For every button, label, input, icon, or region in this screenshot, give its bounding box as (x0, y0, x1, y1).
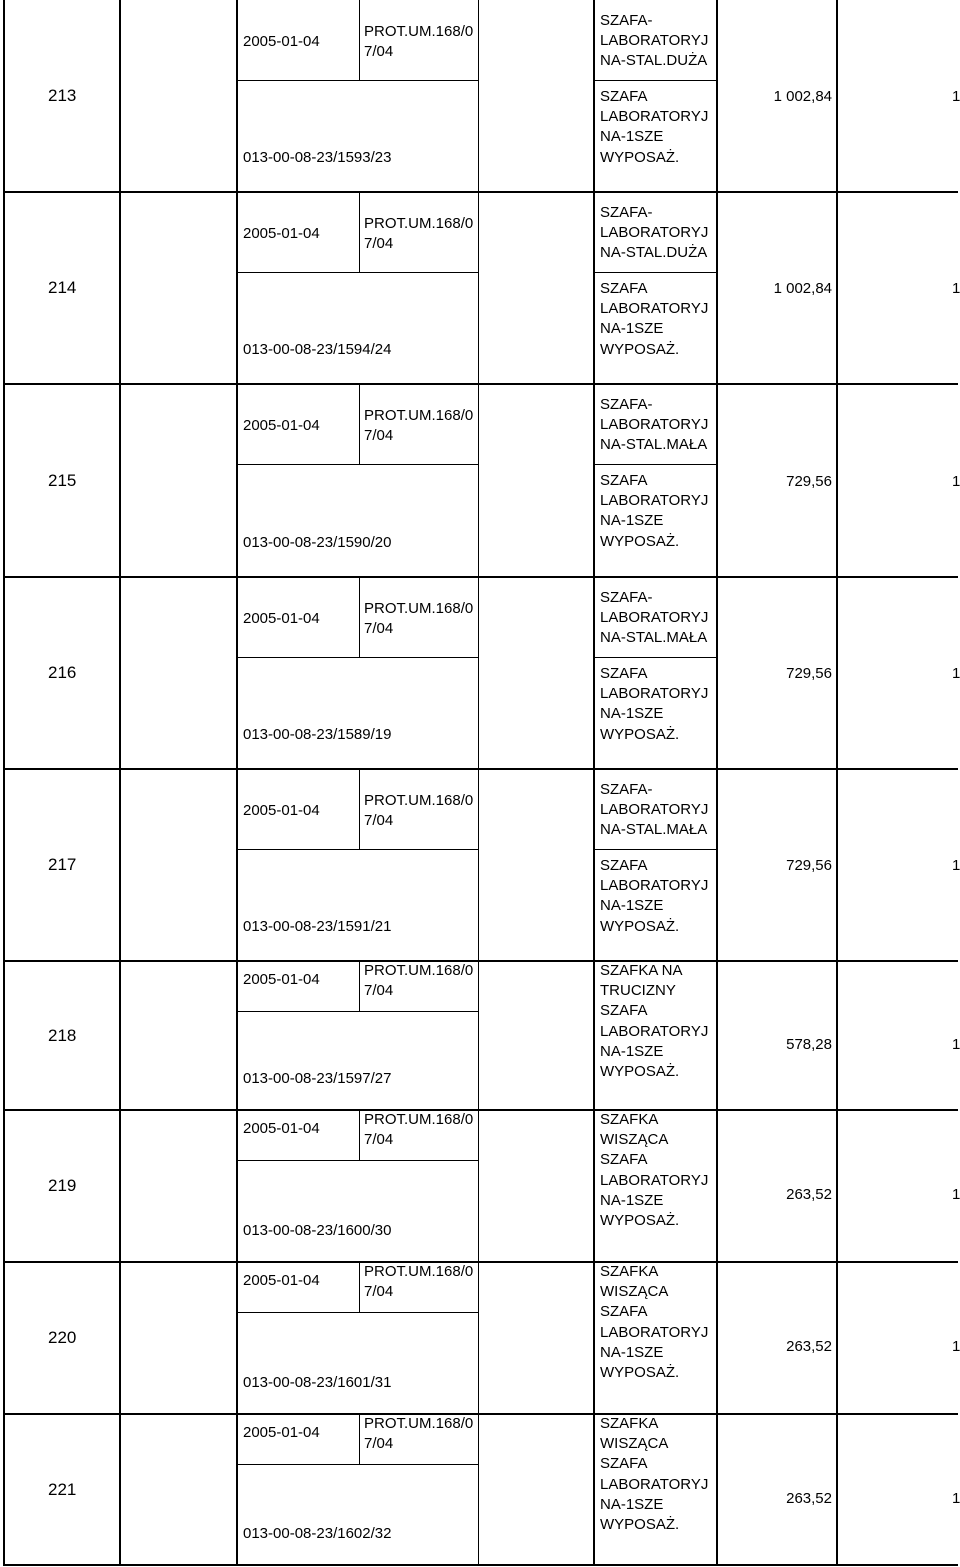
cell-divider (359, 577, 360, 657)
col-border (119, 384, 121, 577)
asset-name: SZAFKA WISZĄCA (600, 1111, 669, 1149)
quantity: 1 (952, 1338, 960, 1355)
row-left-border (3, 769, 5, 961)
col-border (716, 0, 718, 192)
quantity: 1 (952, 665, 960, 682)
cell-divider (478, 384, 479, 577)
acquisition-date: 2005-01-04 (243, 225, 320, 242)
asset-group: SZAFA LABORATORYJ NA-1SZE WYPOSAŻ. (600, 1151, 709, 1230)
col-border (119, 1110, 121, 1262)
acquisition-date: 2005-01-04 (243, 610, 320, 627)
col-border (236, 384, 238, 577)
asset-value: 729,56 (786, 472, 832, 490)
col-border (836, 384, 838, 577)
protocol-number: PROT.UM.168/0 7/04 (364, 962, 474, 1000)
cell-divider (237, 464, 479, 465)
asset-group: SZAFA LABORATORYJ NA-1SZE WYPOSAŻ. (600, 857, 709, 935)
col-border (716, 384, 718, 577)
col-border (593, 769, 595, 961)
col-border (716, 961, 718, 1110)
quantity: 1 (952, 280, 960, 297)
col-border (593, 961, 595, 1110)
protocol-number: PROT.UM.168/0 7/04 (364, 1263, 474, 1301)
acquisition-date: 2005-01-04 (243, 1424, 320, 1441)
protocol-number: PROT.UM.168/0 7/04 (364, 600, 474, 638)
row-left-border (3, 1110, 5, 1262)
protocol-number: PROT.UM.168/0 7/04 (364, 1111, 474, 1149)
asset-description (600, 961, 708, 1082)
col-border (236, 192, 238, 384)
inventory-number: 013-00-08-23/1597/27 (243, 1070, 392, 1087)
acquisition-date: 2005-01-04 (243, 1272, 320, 1289)
asset-value: 729,56 (786, 857, 832, 874)
cell-divider (237, 272, 479, 273)
protocol-number: PROT.UM.168/0 7/04 (364, 1415, 474, 1453)
row-number: 214 (48, 278, 77, 297)
col-border (236, 577, 238, 769)
col-border (236, 1414, 238, 1565)
cell-divider (478, 961, 479, 1110)
quantity: 1 (952, 1035, 960, 1053)
cell-divider (594, 272, 716, 273)
asset-name: SZAFA- LABORATORYJ NA-STAL.MAŁA (600, 589, 709, 647)
cell-divider (237, 657, 479, 658)
cell-divider (359, 1414, 360, 1464)
row-separator (3, 1261, 958, 1263)
quantity: 1 (952, 1489, 960, 1507)
row-number: 217 (48, 855, 77, 874)
inventory-number: 013-00-08-23/1593/23 (243, 149, 392, 166)
col-border (716, 1414, 718, 1565)
inventory-number: 013-00-08-23/1594/24 (243, 341, 392, 358)
cell-divider (359, 192, 360, 272)
cell-divider (478, 577, 479, 769)
row-separator (3, 576, 958, 578)
col-border (119, 1414, 121, 1565)
row-number: 213 (48, 86, 77, 105)
row-separator (3, 1564, 958, 1566)
asset-name: SZAFA- LABORATORYJ NA-STAL.DUŻA (600, 12, 709, 70)
cell-divider (594, 464, 716, 465)
row-number: 216 (48, 663, 77, 682)
cell-divider (478, 1414, 479, 1565)
col-border (716, 1262, 718, 1414)
cell-divider (359, 769, 360, 849)
cell-divider (478, 0, 479, 192)
col-border (119, 1262, 121, 1414)
asset-name: SZAFKA WISZĄCA (600, 1263, 669, 1301)
asset-value: 263,52 (786, 1489, 832, 1507)
col-border (593, 192, 595, 384)
asset-group: SZAFA LABORATORYJ NA-1SZE WYPOSAŻ. (600, 665, 709, 743)
asset-group: SZAFA LABORATORYJ NA-1SZE WYPOSAŻ. (600, 1002, 709, 1081)
acquisition-date: 2005-01-04 (243, 1120, 320, 1137)
asset-value: 578,28 (786, 1035, 832, 1053)
acquisition-date: 2005-01-04 (243, 802, 320, 819)
col-border (236, 961, 238, 1110)
cell-divider (594, 80, 716, 81)
row-number: 218 (48, 1025, 77, 1045)
col-border (836, 0, 838, 192)
row-separator (3, 191, 958, 193)
asset-name: SZAFKA NA TRUCIZNY (600, 962, 683, 1000)
acquisition-date: 2005-01-04 (243, 971, 320, 988)
quantity: 1 (952, 472, 960, 490)
row-left-border (3, 961, 5, 1110)
asset-value: 263,52 (786, 1338, 832, 1355)
col-border (236, 0, 238, 192)
inventory-number: 013-00-08-23/1589/19 (243, 726, 392, 743)
cell-divider (359, 1262, 360, 1312)
row-separator (3, 1109, 958, 1111)
asset-value: 1 002,84 (773, 88, 832, 105)
col-border (716, 577, 718, 769)
acquisition-date: 2005-01-04 (243, 33, 320, 50)
cell-divider (237, 1160, 479, 1161)
col-border (593, 577, 595, 769)
asset-name: SZAFA- LABORATORYJ NA-STAL.DUŻA (600, 204, 709, 262)
cell-divider (359, 1110, 360, 1160)
col-border (836, 577, 838, 769)
cell-divider (478, 1110, 479, 1262)
row-separator (3, 383, 958, 385)
asset-name: SZAFKA WISZĄCA (600, 1415, 669, 1453)
asset-group: SZAFA LABORATORYJ NA-1SZE WYPOSAŻ. (600, 1455, 709, 1534)
col-border (119, 0, 121, 192)
asset-value: 729,56 (786, 665, 832, 682)
asset-name: SZAFA- LABORATORYJ NA-STAL.MAŁA (600, 396, 709, 454)
cell-divider (478, 769, 479, 961)
col-border (119, 769, 121, 961)
inventory-number: 013-00-08-23/1600/30 (243, 1222, 392, 1239)
col-border (593, 1414, 595, 1565)
quantity: 1 (952, 857, 960, 874)
col-border (119, 192, 121, 384)
col-border (593, 384, 595, 577)
acquisition-date: 2005-01-04 (243, 417, 320, 434)
cell-divider (594, 657, 716, 658)
row-left-border (3, 192, 5, 384)
quantity: 1 (952, 88, 960, 105)
cell-divider (359, 384, 360, 464)
row-left-border (3, 0, 5, 192)
col-border (836, 1414, 838, 1565)
col-border (236, 1110, 238, 1262)
row-number: 215 (48, 470, 77, 490)
asset-value: 263,52 (786, 1186, 832, 1203)
inventory-number: 013-00-08-23/1590/20 (243, 534, 392, 551)
row-number: 221 (48, 1479, 77, 1499)
row-left-border (3, 1262, 5, 1414)
col-border (593, 1262, 595, 1414)
inventory-number: 013-00-08-23/1602/32 (243, 1525, 392, 1542)
asset-name: SZAFA- LABORATORYJ NA-STAL.MAŁA (600, 781, 709, 839)
row-number: 219 (48, 1176, 77, 1195)
row-separator (3, 960, 958, 962)
asset-group: SZAFA LABORATORYJ NA-1SZE WYPOSAŻ. (600, 1303, 709, 1382)
col-border (593, 1110, 595, 1262)
inventory-number: 013-00-08-23/1591/21 (243, 918, 392, 935)
cell-divider (478, 192, 479, 384)
col-border (119, 961, 121, 1110)
cell-divider (359, 961, 360, 1011)
inventory-number: 013-00-08-23/1601/31 (243, 1374, 392, 1391)
asset-value: 1 002,84 (773, 280, 832, 297)
row-left-border (3, 577, 5, 769)
cell-divider (237, 1312, 479, 1313)
asset-group: SZAFA LABORATORYJ NA-1SZE WYPOSAŻ. (600, 88, 709, 166)
col-border (716, 192, 718, 384)
row-left-border (3, 1414, 5, 1565)
col-border (716, 1110, 718, 1262)
cell-divider (237, 849, 479, 850)
quantity: 1 (952, 1186, 960, 1203)
cell-divider (237, 80, 479, 81)
cell-divider (237, 1011, 479, 1012)
protocol-number: PROT.UM.168/0 7/04 (364, 23, 474, 61)
col-border (236, 769, 238, 961)
asset-description (600, 1110, 708, 1231)
cell-divider (594, 849, 716, 850)
col-border (236, 1262, 238, 1414)
col-border (836, 769, 838, 961)
row-separator (3, 768, 958, 770)
col-border (716, 769, 718, 961)
protocol-number: PROT.UM.168/0 7/04 (364, 407, 474, 445)
col-border (836, 961, 838, 1110)
row-number: 220 (48, 1328, 77, 1347)
cell-divider (359, 0, 360, 80)
col-border (836, 1110, 838, 1262)
asset-group: SZAFA LABORATORYJ NA-1SZE WYPOSAŻ. (600, 472, 709, 550)
col-border (119, 577, 121, 769)
cell-divider (237, 1464, 479, 1465)
row-separator (3, 1413, 958, 1415)
asset-description (600, 1414, 708, 1535)
protocol-number: PROT.UM.168/0 7/04 (364, 792, 474, 830)
asset-group: SZAFA LABORATORYJ NA-1SZE WYPOSAŻ. (600, 280, 709, 358)
col-border (836, 192, 838, 384)
protocol-number: PROT.UM.168/0 7/04 (364, 215, 474, 253)
col-border (593, 0, 595, 192)
cell-divider (478, 1262, 479, 1414)
asset-description (600, 1262, 708, 1383)
col-border (836, 1262, 838, 1414)
row-left-border (3, 384, 5, 577)
